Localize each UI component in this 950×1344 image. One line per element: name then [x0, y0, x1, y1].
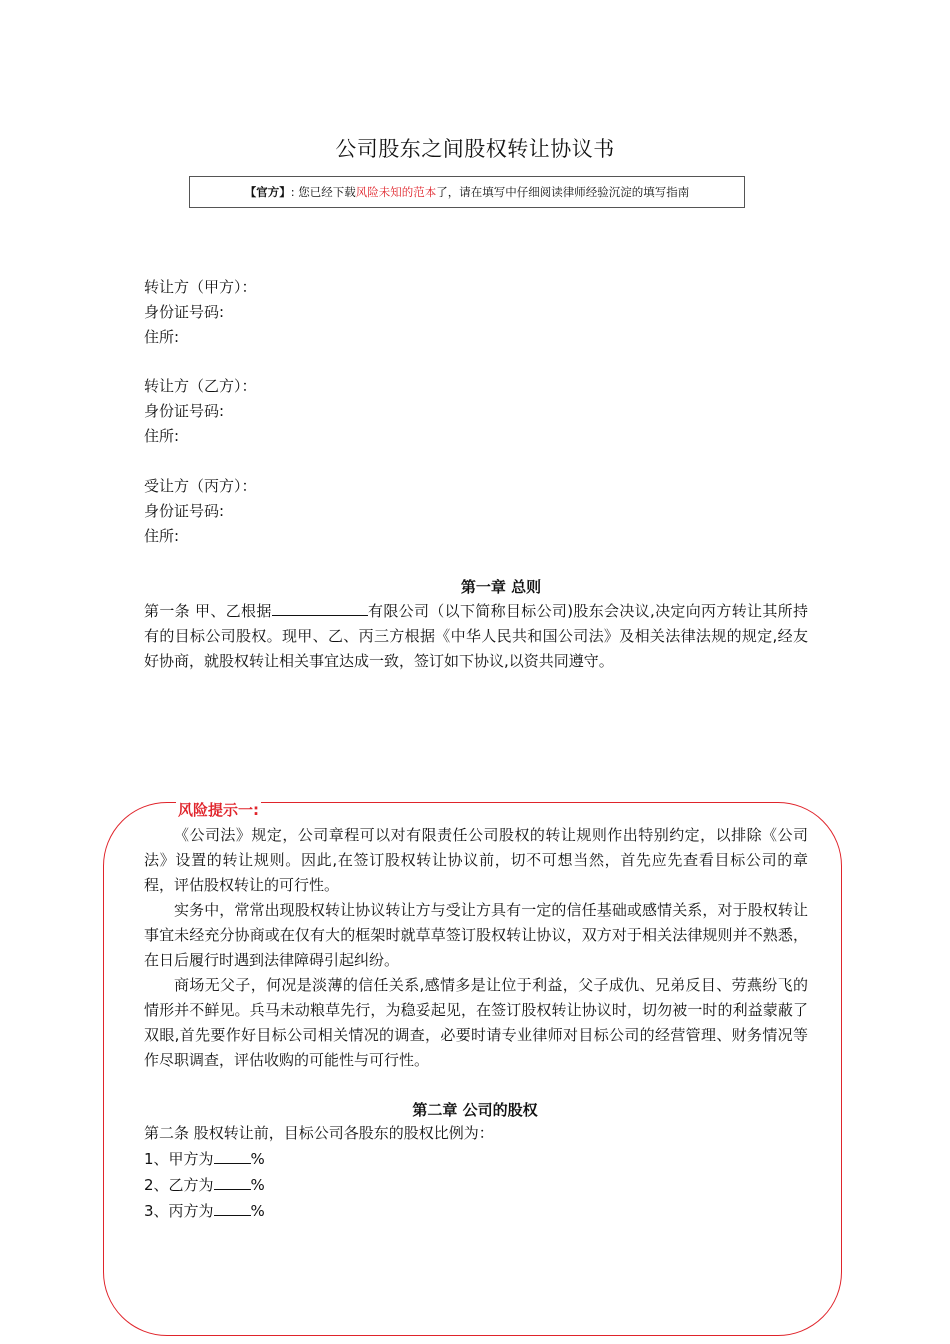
- share-ratio-c: [144, 1198, 494, 1224]
- chapter-2-heading: 第二章 公司的股权: [412, 1101, 538, 1119]
- company-name-blank[interactable]: [272, 598, 368, 616]
- share-ratio-b-unit: %: [250, 1176, 265, 1194]
- notice-prefix: : 您已经下载: [290, 185, 356, 199]
- notice-suffix: 了，请在填写中仔细阅读律师经验沉淀的填写指南: [436, 185, 690, 199]
- chapter-1-heading: 第一章 总则: [460, 578, 542, 596]
- party-b-block: [144, 374, 257, 449]
- chapter-2-body: [144, 1121, 494, 1224]
- share-ratio-a-blank[interactable]: [214, 1146, 251, 1164]
- share-ratio-b: [144, 1172, 494, 1198]
- document-title: 公司股东之间股权转让协议书: [335, 137, 615, 161]
- risk-paragraph-1: 《公司法》规定，公司章程可以对有限责任公司股权的转让规则作出特别约定，以排除《公司法》设置的转让规则。因此,在签订股权转让协议前，切不可想当然，首先应先查看目标公司的章程，评估股权转让的可行性。: [144, 826, 808, 894]
- article-1-body: 有限公司（以下简称目标公司)股东会决议,决定向丙方转让其所持有的目标公司股权。现甲、乙、丙三方根据《中华人民共和国公司法》及相关法律法规的规定,经友好协商，就股权转让相关事宜达成一致，签订如下协议,以资共同遵守。: [144, 602, 808, 670]
- article-1: [144, 598, 808, 674]
- party-a-address: 住所:: [144, 328, 180, 346]
- risk-paragraph-2: 实务中，常常出现股权转让协议转让方与受让方具有一定的信任基础或感情关系，对于股权转让事宜未经充分协商或在仅有大的框架时就草草签订股权转让协议，双方对于相关法律规则并不熟悉，在日后履行时遇到法律障碍引起纠纷。: [144, 901, 808, 969]
- party-c-address: 住所:: [144, 527, 180, 545]
- notice-tag: 【官方】: [244, 185, 291, 199]
- share-ratio-c-label: 3、丙方为: [144, 1202, 214, 1220]
- party-c-id: 身份证号码:: [144, 502, 225, 520]
- party-b-address: 住所:: [144, 427, 180, 445]
- party-a-block: [144, 275, 257, 350]
- share-ratio-c-blank[interactable]: [214, 1198, 251, 1216]
- party-b-id: 身份证号码:: [144, 402, 225, 420]
- share-ratio-a: [144, 1146, 494, 1172]
- article-1-prefix: 第一条 甲、乙根据: [144, 602, 272, 620]
- share-ratio-a-unit: %: [250, 1150, 265, 1168]
- party-c-role: 受让方（丙方）：: [144, 477, 257, 495]
- share-ratio-b-label: 2、乙方为: [144, 1176, 214, 1194]
- download-notice-banner: [189, 176, 745, 208]
- article-2: 第二条 股权转让前，目标公司各股东的股权比例为：: [144, 1124, 494, 1142]
- share-ratio-c-unit: %: [250, 1202, 265, 1220]
- share-ratio-a-label: 1、甲方为: [144, 1150, 214, 1168]
- risk-paragraph-3: 商场无父子，何况是淡薄的信任关系,感情多是让位于利益，父子成仇、兄弟反目、劳燕纷飞的情形并不鲜见。兵马未动粮草先行，为稳妥起见，在签订股权转让协议时，切勿被一时的利益蒙蔽了双眼,首先要作好目标公司相关情况的调查，必要时请专业律师对目标公司的经营管理、财务情况等作尽职调查，评估收购的可能性与可行性。: [144, 976, 808, 1069]
- party-a-id: 身份证号码:: [144, 303, 225, 321]
- party-b-role: 转让方（乙方）：: [144, 377, 257, 395]
- risk-notice-title: 风险提示一:: [178, 801, 259, 819]
- party-a-role: 转让方（甲方）：: [144, 278, 257, 296]
- share-ratio-b-blank[interactable]: [214, 1172, 251, 1190]
- notice-highlight: 风险未知的范本: [355, 185, 437, 199]
- party-c-block: [144, 474, 257, 549]
